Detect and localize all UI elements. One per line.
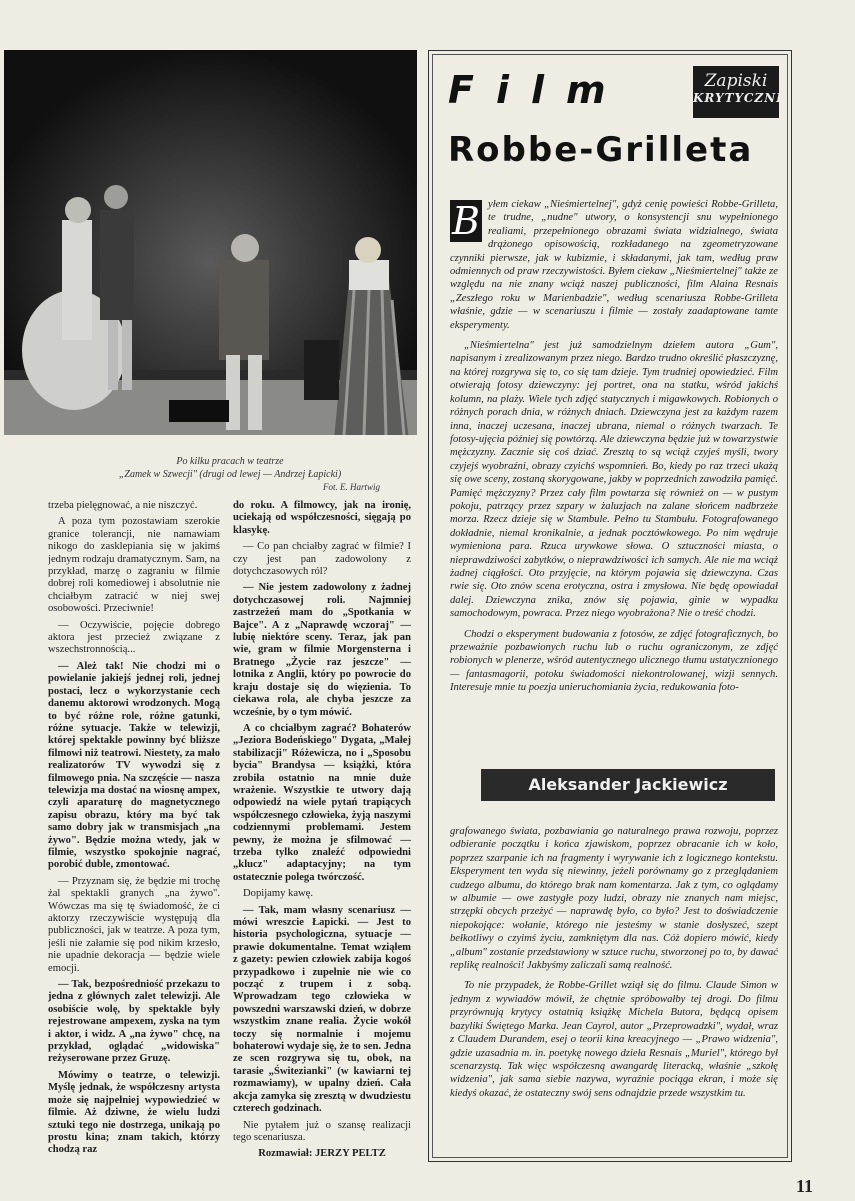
article-title-line-2: Robbe-Grilleta <box>448 130 754 170</box>
interview-paragraph: A co chciałbym zagrać? Bohaterów „Jeziora Bodeńskiego" Dygata, „Małej stabilizacji" Różewicza, no i „Sposobu bycia" Brandysa — książki, która zrobiła ostatnio na mnie duże wrażenie. Wszystkie te utwory dają odpowiedź na wiele pytań trapiących współczesnego człowieka, żyją naszymi codziennymi problemami. Jestem pewny, że można je sfilmować — trzeba tylko znaleźć odpowiedni „klucz" adaptacyjny; na tym ostatecznie polega twórczość. <box>233 722 411 883</box>
interview-paragraph: — Oczywiście, pojęcie dobrego aktora jest przecież związane z wszechstronnością... <box>48 619 220 656</box>
drop-cap: B <box>450 200 482 242</box>
zapiski-krytyczne-logo <box>693 66 787 118</box>
article-paragraph: To nie przypadek, że Robbe-Grillet wziął się do filmu. Claude Simon w jednym z wywiadów mówił, że chętnie spróbowałby tej drogi. Do filmu przyrównują krytycy ostatnią książkę Michela Butora, będącą opisem bazyliki Świętego Marka. Jean Cayrol, autor „Przeprowadzki", wydał, wraz z Claudem Durandem, esej o teorii kina kreacyjnego — „Prawo widzenia", gdzie uzasadnia m. in. poetykę nowego dzieła Resnais „Muriel", którego był scenarzystą. Tak więc współczesną awangardę literacką, właśnie „szkołę widzenia", jak sama siebie nazywa, wyraźnie pociąga ekran, i może się kiedyś okazać, że ostateczny swój sens odnajdzie przede wszystkim tu. <box>450 980 778 1099</box>
interview-paragraph: trzeba pielęgnować, a nie niszczyć. <box>48 500 198 511</box>
interview-signature: Rozmawiał: JERZY PELTZ <box>258 1148 386 1160</box>
page-number: 11 <box>796 1176 814 1196</box>
logo-line-2: KRYTYCZNE <box>693 91 787 105</box>
interview-paragraph: — Nie jestem zadowolony z żadnej dotychczasowej roli. Najmniej zastrzeżeń mam do „Spotkania w Bajce". A z „Naprawdę wczoraj" — lubię niektóre sceny. Teraz, jak pan wie, gram w filmie Morgensterna i Bratnego „Życie raz jeszcze" — lotnika z Anglii, który po powrocie do kraju dostaje się do więzienia. To ciekawa rola, ale chyba jeszcze za wcześnie, by o tym mówić. <box>233 582 411 718</box>
article-paragraph-text: yłem ciekaw „Nieśmiertelnej", gdyż cenię powieści Robbe-Grilleta, te trudne, „nudne" utwory, o konsystencji snu wypełnionego realiami, przepełnionego obrazami świata widzialnego, świata drążonego opisowością, rozkładanego na zgeometryzowane czynniki pierwsze, jak w kubizmie, i składanymi, jak tam, według praw odmiennych od praw rzeczywistości. Byłem ciekaw „Nieśmiertelnej" także ze względu na nie znany wciąż naszej publiczności, film Alaina Resnais „Zeszłego roku w Marienbadzie", według scenariusza Robbe-Grilleta właśnie, gdzie — w scenariuszu i filmie — zostały zaadaptowane tamte eksperymenty. <box>450 199 778 331</box>
article-body-part-2 <box>450 825 778 1145</box>
interview-paragraph: — Co pan chciałby zagrać w filmie? I czy jest pan zadowolony z dotychczasowych ról? <box>233 541 411 578</box>
interview-column-1 <box>48 500 220 1180</box>
photo-credit: Fot. E. Hartwig <box>322 482 380 492</box>
interview-column-2 <box>233 500 411 1180</box>
interview-paragraph: Dopijamy kawę. <box>243 888 314 900</box>
article-body-part-1 <box>450 198 778 750</box>
caption-line-1: Po kilku pracach w teatrze <box>176 456 284 467</box>
interview-paragraph: Mówimy o teatrze, o telewizji. Myślę jednak, że współczesny artysta może się najpełniej wypowiedzieć w filmie. Aż dziwne, że wielu ludzi sztuki tego nie dostrzega, unikają po prostu kina; znam takich, którzy chodzą raz <box>48 1069 220 1156</box>
article-title-line-1: Film <box>448 68 628 112</box>
photo-caption <box>60 455 400 494</box>
article-paragraph <box>450 198 778 332</box>
interview-paragraph: Nie pytałem już o szansę realizacji tego scenariusza. <box>233 1119 411 1143</box>
logo-line-1: Zapiski <box>704 71 768 91</box>
caption-line-2: „Zamek w Szwecji" (drugi od lewej — Andrzej Łapicki) <box>118 469 342 480</box>
stage-scene-illustration <box>4 50 417 435</box>
article-paragraph: Chodzi o eksperyment budowania z fotosów, ze zdjęć fotograficznych, bo przeważnie pozbawionych ruchu lub o ruchu ograniczonym, ze zdjęć robionych w plenerze, wśród autentycznego ulicznego tłumu ustatycznionego — fantasmagorii, potoku świadomości niekontrolowanej, wizji sennych. Interesuje mnie tu poezja unieruchomiania życia, redukowania foto- <box>450 628 778 694</box>
interview-paragraph: A poza tym pozostawiam szerokie granice tolerancji, nie namawiam nikogo do zasklepiania się w jakimś jednym rodzaju dramatycznym. Sam, na przykład, marzę o zagraniu w filmie dobrej roli komediowej i absolutnie nie chciałbym zatracić w niej swej osobowości. Przeciwnie! <box>48 516 220 615</box>
interview-paragraph: — Przyznam się, że będzie mi trochę żal spektakli granych „na żywo". Wówczas ma się tę świadomość, że ci aktorzy rzeczywiście występują dla publiczności, jak w teatrze. A poza tym, jeśli nie załamie się pod nikim krzesło, nie upadnie dekoracja — będzie wiele emocji. <box>48 875 220 974</box>
author-banner: Aleksander Jackiewicz <box>481 769 775 801</box>
interview-paragraph: — Tak, mam własny scenariusz — mówi wreszcie Łapicki. — Jest to historia psychologiczna, sytuacje — prawie dokumentalne. Temat wziąłem z gazety: pewien człowiek zabija kogoś przypadkowo i zupełnie nie wie co począć z trupem i z sobą. Wprowadzam tego człowieka w powszedni warszawski dzień, w dobrze wszystkim znane realia. Życie wokół toczy się normalnie i mojemu bohaterowi wydaje się, że to sen. Jedna ze scen rozgrywa się tu, obok, na tarasie „Świtezianki" (w kawiarni tej rozmawiamy), w upalny dzień. Cała akcja zamyka się zresztą w dwudziestu czterech godzinach. <box>233 904 411 1115</box>
interview-paragraph: — Ależ tak! Nie chodzi mi o powielanie jakiejś jednej roli, jednej postaci, lecz o wykorzystanie cech danemu aktorowi wrodzonych. Mogą to być różne role, różne gatunki, różne sytuacje. Także w telewizji, której spektakle powinny być bliższe filmowi niż teatrowi. Niestety, za mało realizatorów TV wywodzi się z filmowego pnia. Na szczęście — nasza telewizja ma dostać na wiosnę ampex, czyli aparaturę do magnetycznego zapisu obrazu, który ma być tak samo dobry jak w transmisjach „na żywo". Będzie można wtedy, jak w filmie, wszystko spokojnie nagrać, porobić duble, zmontować. <box>48 660 220 871</box>
article-paragraph: „Nieśmiertelna" jest już samodzielnym dziełem autora „Gum", napisanym i zrealizowanym przez niego. Bardzo trudno określić płaszczyznę, na której rozgrywa się to, co się tam dzieje. Tym trudniej opowiedzieć. Film otwierają fotosy dziewczyny: jej portret, ona na statku, wśród jakichś kolumn, na plaży. Wiele tych zdjęć statycznych i migawkowych. Robionych o różnych porach dnia, w różnych dniach. Dziewczyna jest za każdym razem inna, inaczej uczesana, inaczej ubrana, niemal o różnych twarzach. Te fotosy-ujęcia później się powtórzą. Ale dziewczyna będzie już w towarzystwie mężczyzny. Zacznie się coś dziać. Zresztą to są wciąż czyjeś myśli, twory czyjejś wyobraźni, obrazy czyichś wspomnień. Bo, kiedy po raz trzeci ukażą się owe sceny, zostaną skorygowane, jakby w poprzednich zawodziła pamięć. Pamięć mężczyzny? Przez cały film powtarza się również on — w pustym pokoju, patrzący przez szpary w żaluzjach na zalane słońcem nadbrzeże morza. Rzecz dzieje się w Stambule. Pełno tu Stambułu. Fotografowanego dokładnie, niemal kronikalnie, a jednak pocztówkowego. Po nim wędruje wymieniona para. Rzuca urywkowe słowa. O sztuczności miasta, o nieprawdziwości zabytków, o nieprawdziwości ich samych. Ale nie ma wciąż żadnej ciągłości. Oto przyjęcie, na którym pojawia się dziewczyna. Czas rwie się. Oto znów scena erotyczna, ostra i zmysłowa. Nie będę opowiadał dalej. Dziewczyna znika, znów się pojawia, ginie w wypadku samochodowym, powraca. Przez niego wyobrażona? Nie o treść chodzi. <box>450 340 778 620</box>
article-paragraph: grafowanego świata, pozbawiania go naturalnego prawa rozwoju, poprzez odbieranie początku i końca zjawiskom, poprzez obracanie ich w koło, poprzez szarpanie ich na fragmenty i wyrywanie ich z logicznego kontekstu. Eksperyment ten wyda się niewinny, jeżeli porównamy go z przeglądaniem cudzego albumu, do którego brak nam komentarza. Jak z tym, co oglądamy w albumie — owe zastygłe pozy ludzi, obrazy nie znanych nam miejsc, strzępki obcych przeżyć — naprawdę było, co było? Jest to doświadczenie niepokojące: wołanie, którego nie jesteśmy w stanie dosłyszeć, szept bełkotliwy o czyimś życiu, zamkniętym dla nas. Cóż dopiero mówić, kiedy „album" zostanie przedstawiony w sztuce ruchu, stworzonej po to, by dawać replikę realności! Jakbyśmy zaliczali samą realność. <box>450 826 778 972</box>
interview-paragraph: do roku. A filmowcy, jak na ironię, uciekają od współczesności, sięgają po klasykę. <box>233 500 411 536</box>
stage-photo <box>4 50 417 435</box>
interview-paragraph: — Tak, bezpośredniość przekazu to jedna z głównych zalet telewizji. Ale osobiście wolę, by spektakle były rejestrowane ampexem, zyska na tym i aktor, i widz. A „na żywo" chcę, na przykład, oglądać „widowiska" reżyserowane przez Gruzę. <box>48 979 220 1065</box>
